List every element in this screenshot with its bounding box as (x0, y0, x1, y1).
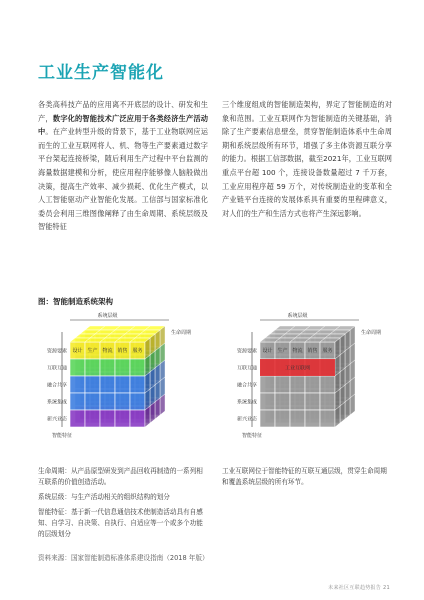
cube-cell (115, 410, 130, 427)
right-column-text: 三个维度组成的智能制造架构，界定了智能制造的对象和范围。工业互联网作为智能制造的关键基础，消除了生产要素信息壁垒，贯穿智能制造体系中生命周期和系统层级所有环节，增强了多主体资源互联分享的能力。根据工信部数据，截至2021年，工业互联网重点平台超 100 个，连接设备数量超过 7 千万套，工业应用程序超 59 万个，对传统制造业的变革和全产业链平台连接的发展体系具有重要的里程碑意义，对人们的生产和生活方式也将产生深远影响。 (222, 100, 392, 218)
feature-label: 系统集成 (236, 399, 257, 406)
gray-cube-diagram (237, 312, 381, 439)
stage-label: 生产 (87, 348, 98, 354)
feature-label: 新兴业态 (46, 416, 67, 423)
cube-cell (85, 359, 100, 376)
intelligence-definition: 智能特征：基于新一代信息通信技术使制造活动具有自感知、自学习、自决策、自执行、自适应等一个或多个功能的层级划分 (38, 508, 203, 538)
feature-label: 系统集成 (46, 399, 67, 406)
left-column-text (38, 98, 208, 234)
cube-cell (260, 376, 275, 393)
cube-side (345, 398, 350, 419)
cube-cell (70, 359, 85, 376)
cube-cell (290, 410, 305, 427)
cube-cell (100, 393, 115, 410)
left-text-part2: 。在产业转型升级的背景下，基于工业物联网应运而生的工业互联网将人、机、物等生产要素通过数字平台架起连接桥梁，随后利用生产过程中平台监测的海量数据建模和分析，使应用程序能够像人脑般做出决策，提高生产效率、减少损耗、优化生产模式，以人工智能驱动产业智能化发展。工信部与国家标准化委员会利用三维图像阐释了由生命周期、系统层级及智能特征 (38, 127, 208, 232)
cube-cell (275, 410, 290, 427)
cube-cell (115, 393, 130, 410)
cube-side (340, 402, 345, 423)
cube-cell (260, 410, 275, 427)
cube-cell (85, 376, 100, 393)
feature-label: 互联互通 (236, 365, 257, 372)
system-level-definition: 系统层级：与生产活动相关的组织结构的划分 (38, 493, 170, 501)
industrial-internet-label: 工业互联网 (284, 365, 311, 372)
cube-cell (115, 359, 130, 376)
feature-label: 互联互通 (46, 365, 67, 372)
cube-cell (130, 393, 145, 410)
feature-label: 融合共享 (236, 382, 257, 389)
cube-cell (100, 376, 115, 393)
stage-label: 物流 (102, 348, 113, 354)
lifecycle-axis-label: 生命周期 (171, 330, 192, 336)
intelligence-axis-label: 智能特征 (51, 433, 73, 439)
stage-label: 销售 (307, 348, 318, 354)
feature-label: 新兴业态 (236, 416, 257, 423)
cube-cell (70, 376, 85, 393)
cube-cell (320, 376, 335, 393)
cube-side (150, 402, 155, 423)
cube-side (155, 398, 160, 419)
cube-cell (130, 359, 145, 376)
cube-cell (85, 410, 100, 427)
source-note: 资料来源：国家智能制造标准体系建设指南（2018 年版） (38, 554, 209, 562)
cube-cell (100, 410, 115, 427)
feature-label: 融合共享 (46, 382, 67, 389)
cube-cell (305, 393, 320, 410)
left-text-bold: 数字化的智能技术广泛应用于各类经济生产活动中 (38, 113, 208, 137)
figure-title: 图：智能制造系统架构 (38, 297, 113, 306)
stage-label: 设计 (262, 348, 273, 354)
stage-label: 服务 (322, 348, 333, 354)
lifecycle-axis-label: 生命周期 (361, 330, 382, 336)
cube-cell (100, 359, 115, 376)
page-footer: 未来社区互联趋势报告 21 (328, 585, 390, 591)
cube-cell (275, 393, 290, 410)
feature-label: 资源要素 (46, 348, 67, 355)
cube-cell (130, 376, 145, 393)
cube-side (335, 406, 340, 427)
cube-cell (85, 393, 100, 410)
stage-label: 物流 (292, 348, 303, 354)
architecture-figures (38, 312, 390, 462)
cube-cell (70, 410, 85, 427)
cube-cell (320, 393, 335, 410)
system-level-axis-label: 系统层级 (97, 313, 118, 319)
cube-side (160, 394, 165, 415)
cube-cell (70, 393, 85, 410)
page-title: 工业生产智能化 (38, 63, 164, 83)
cube-cell (275, 376, 290, 393)
stage-label: 生产 (277, 348, 288, 354)
system-level-axis-label: 系统层级 (287, 313, 308, 319)
intelligence-axis-label: 智能特征 (241, 433, 263, 439)
cube-cell (290, 393, 305, 410)
cube-cell (290, 376, 305, 393)
feature-label: 资源要素 (236, 348, 257, 355)
right-figure-caption: 工业互联网位于智能特征的互联互通层级，贯穿生命周期和覆盖系统层级的所有环节。 (222, 467, 387, 486)
stage-label: 设计 (72, 348, 83, 354)
left-text-part1: 各类高科技产品的应用离不开底层的设计、研发和生产， (38, 100, 208, 123)
cube-cell (320, 410, 335, 427)
stage-label: 服务 (132, 348, 143, 354)
cube-cell (305, 376, 320, 393)
cube-cell (260, 393, 275, 410)
cube-cell (305, 410, 320, 427)
stage-label: 销售 (117, 348, 128, 354)
cube-cell (115, 376, 130, 393)
lifecycle-definition: 生命周期：从产品原型研发到产品回收再制造的一系列相互联系的价值创造活动。 (38, 467, 203, 486)
cube-side (145, 406, 150, 427)
cube-cell (130, 410, 145, 427)
cube-side (350, 394, 355, 415)
colored-cube-diagram (47, 312, 191, 439)
